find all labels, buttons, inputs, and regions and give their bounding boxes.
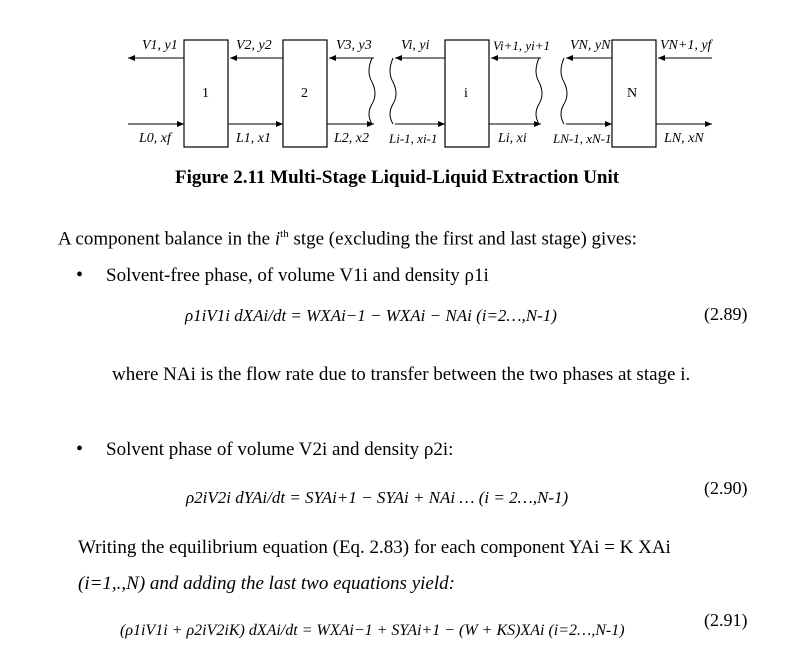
bullet-solvent-free: Solvent-free phase, of volume V1i and density ρ1i bbox=[106, 265, 489, 286]
equation-number: (2.91) bbox=[704, 610, 748, 630]
stream-label-top: V1, y1 bbox=[142, 38, 178, 53]
intro-paragraph: A component balance in the $i^{th}$ stge (excluding the first and last stage) gives: bbox=[58, 228, 637, 250]
equation-number: (2.89) bbox=[704, 304, 748, 324]
stream-label-top: VN, yN bbox=[570, 38, 611, 53]
stage-label-N: N bbox=[627, 86, 638, 101]
stream-label-bottom: L0, xf bbox=[139, 131, 171, 146]
stream-label-top: Vi, yi bbox=[401, 38, 430, 53]
where-sentence: where NAi is the flow rate due to transfer between the two phases at stage i. bbox=[112, 364, 691, 385]
stream-label-top: VN+1, yf bbox=[660, 38, 712, 53]
equation-2-90: ρ2iV2i dYAi/dt = SYAi+1 − SYAi + NAi … (i = 2…,N-1) bbox=[186, 488, 569, 507]
equation-2-89: ρ1iV1i dXAi/dt = WXAi−1 − WXAi − NAi (i=2…,N-1) bbox=[185, 306, 557, 325]
stream-label-bottom: Li-1, xi-1 bbox=[389, 131, 438, 146]
stream-label-bottom: LN-1, xN-1 bbox=[553, 131, 612, 146]
stage-label-2: 2 bbox=[301, 86, 308, 101]
bullet-solvent: Solvent phase of volume V2i and density ρ2i: bbox=[106, 439, 454, 460]
stream-label-bottom: L1, x1 bbox=[236, 131, 271, 146]
stream-label-bottom: L2, x2 bbox=[334, 131, 369, 146]
figure-caption: Figure 2.11 Multi-Stage Liquid-Liquid Extraction Unit bbox=[175, 167, 620, 188]
stream-label-top: Vi+1, yi+1 bbox=[493, 38, 551, 53]
stream-label-top: V3, y3 bbox=[336, 38, 372, 53]
equilibrium-sentence-cont: (i=1,.,N) and adding the last two equations yield: bbox=[78, 573, 455, 594]
stage-label-i: i bbox=[464, 86, 468, 101]
equation-number: (2.90) bbox=[704, 478, 748, 498]
bullet-icon: • bbox=[76, 438, 84, 460]
bullet-icon: • bbox=[76, 264, 84, 286]
stream-label-top: V2, y2 bbox=[236, 38, 272, 53]
equation-2-91: (ρ1iV1i + ρ2iV2iK) dXAi/dt = WXAi−1 + SYAi+1 − (W + KS)XAi (i=2…,N-1) bbox=[120, 622, 625, 639]
stream-label-bottom: Li, xi bbox=[498, 131, 527, 146]
stream-label-bottom: LN, xN bbox=[664, 131, 704, 146]
equilibrium-sentence: Writing the equilibrium equation (Eq. 2.83) for each component YAi = K XAi bbox=[78, 537, 671, 558]
stage-label-1: 1 bbox=[202, 86, 209, 101]
